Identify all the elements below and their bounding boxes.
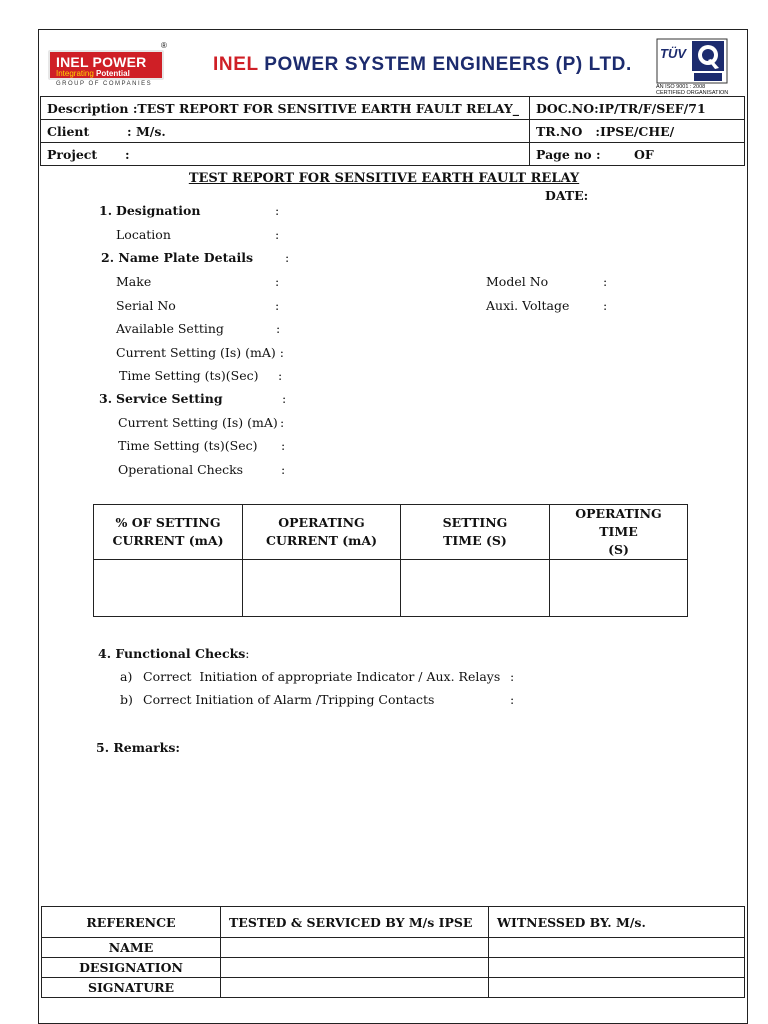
signature-table [41, 906, 745, 998]
col-header-operating-current-line1: OPERATING [278, 515, 365, 530]
make-colon: : [275, 274, 280, 289]
company-name [213, 54, 632, 76]
table-row [42, 978, 745, 998]
col-header-setting-current-line2: CURRENT (mA) [112, 533, 224, 548]
operational-checks-colon: : [281, 462, 286, 477]
service-time-setting-label: Time Setting (ts)(Sec) [118, 438, 258, 453]
location-colon: : [275, 227, 280, 242]
designation-row-label: DESIGNATION [42, 958, 221, 978]
company-name-rest: POWER SYSTEM ENGINEERS (P) LTD. [258, 54, 632, 75]
client-cell [41, 120, 530, 143]
page-no-of: OF [634, 146, 654, 162]
col-header-setting-current [94, 505, 243, 560]
client-label: Client [47, 123, 90, 139]
col-header-operating-time [550, 505, 688, 560]
service-current-setting-colon: : [280, 415, 285, 430]
tr-no-cell: TR.NO :IPSE/CHE/ [530, 120, 745, 143]
col-header-setting-time-line1: SETTING [442, 515, 508, 530]
service-setting-colon: : [282, 391, 287, 406]
company-logo [48, 50, 164, 90]
tested-designation-cell[interactable] [221, 958, 489, 978]
signature-row-label: SIGNATURE [42, 978, 221, 998]
auxi-voltage-colon: : [603, 298, 608, 313]
section-1-number: 1. [99, 203, 113, 218]
cert-line-1: AN ISO 9001 : 2008 [656, 84, 706, 90]
designation-colon: : [275, 203, 280, 218]
service-setting-label: Service Setting [116, 391, 223, 406]
operating-current-cell[interactable] [243, 560, 401, 617]
setting-time-cell[interactable] [401, 560, 550, 617]
witness-name-cell[interactable] [489, 938, 745, 958]
witnessed-by-header: WITNESSED BY. M/s. [489, 907, 745, 938]
remarks-label: 5. Remarks: [96, 740, 180, 755]
page-no-label: Page no : [536, 146, 601, 162]
check-a-label: Correct Initiation of appropriate Indicator / Aux. Relays [143, 669, 501, 684]
service-current-setting-label: Current Setting (Is) (mA) [118, 415, 278, 430]
logo-tagline [56, 69, 130, 78]
doc-no-cell: DOC.NO:IP/TR/F/SEF/71 [530, 97, 745, 120]
project-value: : [125, 146, 130, 162]
current-setting-label: Current Setting (Is) (mA) : [116, 345, 284, 360]
setting-current-cell[interactable] [94, 560, 243, 617]
operational-checks-label: Operational Checks [118, 462, 244, 477]
project-label: Project [47, 146, 98, 162]
reference-header: REFERENCE [42, 907, 221, 938]
serial-no-colon: : [275, 298, 280, 313]
logo-tagline-b: Potential [96, 69, 130, 78]
col-header-setting-current-line1: % OF SETTING [115, 515, 221, 530]
available-setting-label: Available Setting [116, 321, 224, 336]
functional-checks-title-colon: : [245, 646, 250, 661]
section-3-number: 3. [99, 391, 113, 406]
cert-caption [656, 84, 728, 96]
operating-test-table [93, 504, 688, 617]
col-header-operating-time-line1: OPERATING TIME [575, 506, 662, 539]
project-cell [41, 143, 530, 166]
functional-checks-heading [98, 646, 250, 661]
auxi-voltage-label: Auxi. Voltage [486, 298, 570, 313]
tested-signature-cell[interactable] [221, 978, 489, 998]
report-title-text: TEST REPORT FOR SENSITIVE EARTH FAULT RELAY [188, 171, 580, 186]
name-plate-details-label: 2. Name Plate Details [101, 250, 253, 265]
tuv-mark-icon [656, 38, 728, 84]
table-row [42, 938, 745, 958]
page-no-cell [530, 143, 745, 166]
cert-line-2: CERTIFIED ORGANISATION [656, 90, 729, 96]
registered-mark: ® [161, 41, 167, 50]
check-a-marker: a) [120, 669, 133, 684]
check-b-label: Correct Initiation of Alarm /Tripping Contacts [143, 692, 435, 707]
tested-by-header: TESTED & SERVICED BY M/s IPSE [221, 907, 489, 938]
logo-group-text: GROUP OF COMPANIES [56, 81, 153, 87]
model-no-label: Model No [486, 274, 549, 289]
designation-label: Designation [116, 203, 201, 218]
client-value: : M/s. [127, 123, 166, 139]
table-row [94, 560, 688, 617]
functional-checks-title: 4. Functional Checks [98, 646, 246, 661]
operating-time-cell[interactable] [550, 560, 688, 617]
company-name-red: INEL [213, 54, 259, 75]
available-setting-colon: : [276, 321, 281, 336]
time-setting-label: Time Setting (ts)(Sec) [119, 368, 259, 383]
service-time-setting-colon: : [281, 438, 286, 453]
cert-mark-text: TÜV [660, 46, 686, 61]
logo-main-text: INEL POWER [56, 54, 147, 70]
check-a-colon: : [510, 669, 515, 684]
description-cell: Description :TEST REPORT FOR SENSITIVE EARTH FAULT RELAY_ [41, 97, 530, 120]
col-header-setting-time [401, 505, 550, 560]
table-row [42, 958, 745, 978]
serial-no-label: Serial No [116, 298, 176, 313]
name-row-label: NAME [42, 938, 221, 958]
col-header-setting-time-line2: TIME (S) [443, 533, 507, 548]
witness-designation-cell[interactable] [489, 958, 745, 978]
tested-name-cell[interactable] [221, 938, 489, 958]
document-info-table [40, 96, 745, 166]
make-label: Make [116, 274, 152, 289]
model-no-colon: : [603, 274, 608, 289]
col-header-operating-time-line2: (S) [608, 542, 629, 557]
col-header-operating-current-line2: CURRENT (mA) [266, 533, 377, 548]
witness-signature-cell[interactable] [489, 978, 745, 998]
time-setting-colon: : [278, 368, 283, 383]
date-label: DATE: [545, 188, 589, 203]
col-header-operating-current [243, 505, 401, 560]
check-b-colon: : [510, 692, 515, 707]
name-plate-colon: : [285, 250, 290, 265]
tuv-certification-logo [656, 38, 728, 96]
logo-tagline-a: Integrating [56, 69, 94, 78]
report-title [0, 171, 768, 186]
check-b-marker: b) [120, 692, 133, 707]
location-label: Location [116, 227, 171, 242]
